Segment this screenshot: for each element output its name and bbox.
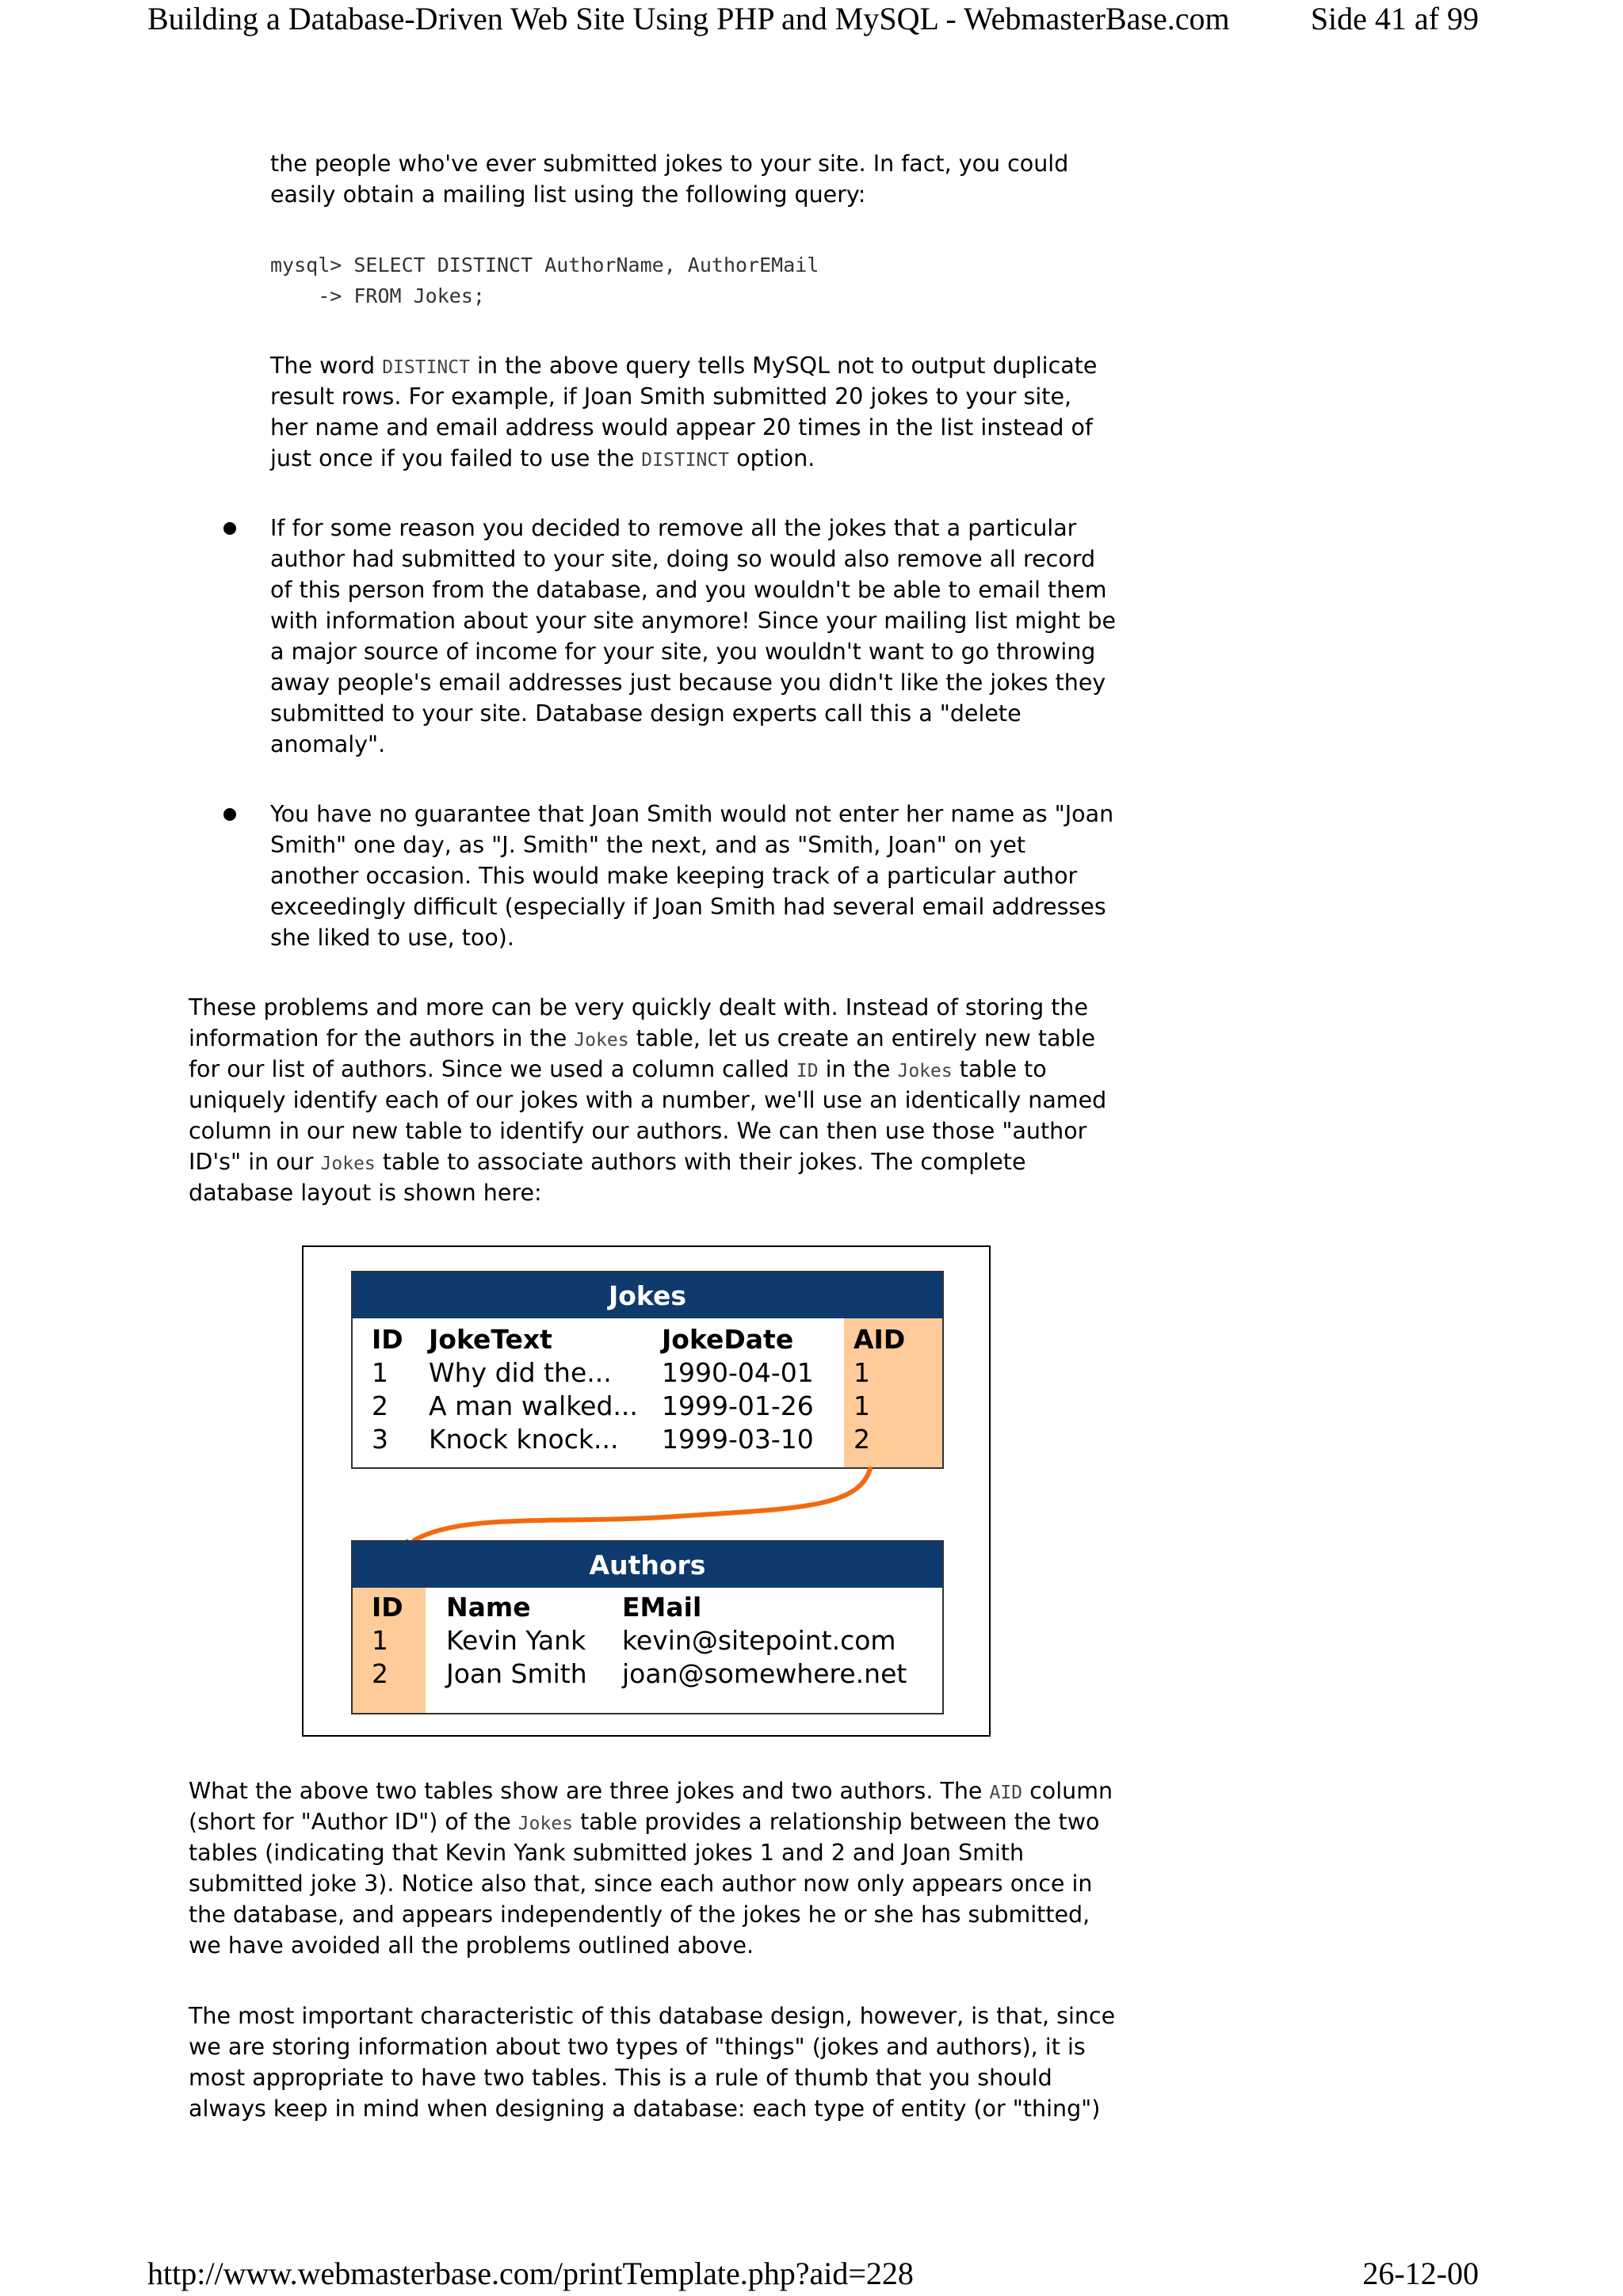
- bullet-dot: [223, 808, 236, 821]
- bullet-1-line: anomaly".: [270, 731, 386, 757]
- print-footer: [147, 2255, 1479, 2294]
- tables-para-line-5: the database, and appears independently of the jokes he or she has submitted,: [189, 1901, 1090, 1928]
- inline-code: DISTINCT: [382, 357, 470, 378]
- table-cell: 1: [854, 1357, 870, 1388]
- footer-url: http://www.webmasterbase.com/printTemplate.php?aid=228: [147, 2256, 914, 2291]
- bullet-2-line: another occasion. This would make keeping track of a particular author: [270, 863, 1078, 889]
- authors-table-title: Authors: [353, 1542, 942, 1588]
- bullet-1-line: with information about your site anymore! Since your mailing list might be: [270, 608, 1117, 634]
- table-cell: joan@somewhere.net: [622, 1658, 907, 1689]
- code-line-2: -> FROM Jokes;: [270, 284, 485, 307]
- tables-para-line-1: What the above two tables show are three jokes and two authors. The AID column: [189, 1778, 1113, 1804]
- problems-para-line-3: for our list of authors. Since we used a column called ID in the Jokes table to: [189, 1056, 1047, 1082]
- table-cell: Kevin Yank: [446, 1625, 586, 1656]
- column-header: ID: [372, 1324, 403, 1355]
- table-cell: 3: [372, 1424, 388, 1455]
- problems-para-line-2: information for the authors in the Jokes table, let us create an entirely new table: [189, 1025, 1096, 1051]
- column-header: Name: [446, 1592, 531, 1623]
- problems-para-line-6: ID's" in our Jokes table to associate authors with their jokes. The complete: [189, 1149, 1026, 1175]
- authors-table: [351, 1540, 944, 1714]
- page-number: Side 41 af 99: [1310, 1, 1479, 36]
- table-cell: Joan Smith: [446, 1658, 587, 1689]
- last-para-line: always keep in mind when designing a database: each type of entity (or "thing"): [189, 2096, 1101, 2122]
- bullet-1-line: of this person from the database, and you wouldn't be able to email them: [270, 577, 1107, 603]
- column-header: EMail: [622, 1592, 702, 1623]
- bullet-2-line: You have no guarantee that Joan Smith would not enter her name as "Joan: [270, 801, 1114, 827]
- table-cell: 2: [854, 1424, 870, 1455]
- table-cell: A man walked...: [429, 1390, 638, 1421]
- inline-code: ID: [796, 1061, 819, 1081]
- table-cell: 1999-03-10: [662, 1424, 814, 1455]
- inline-code: Jokes: [320, 1154, 376, 1174]
- tables-para-line-6: we have avoided all the problems outlined above.: [189, 1932, 754, 1958]
- inline-code: Jokes: [574, 1030, 629, 1051]
- page-title: Building a Database-Driven Web Site Using PHP and MySQL - WebmasterBase.com: [147, 1, 1230, 36]
- table-cell: 1999-01-26: [662, 1390, 814, 1421]
- bullet-2-line: she liked to use, too).: [270, 925, 514, 951]
- problems-para-line-5: column in our new table to identify our authors. We can then use those "author: [189, 1118, 1087, 1144]
- distinct-para-line-4: just once if you failed to use the DISTINCT option.: [270, 445, 815, 471]
- problems-para-line-1: These problems and more can be very quickly dealt with. Instead of storing the: [189, 994, 1088, 1020]
- inline-code: AID: [989, 1783, 1023, 1803]
- distinct-para-line-3: her name and email address would appear 20 times in the list instead of: [270, 414, 1093, 441]
- table-cell: Knock knock...: [429, 1424, 619, 1455]
- bullet-1-line: submitted to your site. Database design experts call this a "delete: [270, 700, 1022, 727]
- distinct-para-line-2: result rows. For example, if Joan Smith submitted 20 jokes to your site,: [270, 383, 1072, 410]
- distinct-para-line-1: The word DISTINCT in the above query tells MySQL not to output duplicate: [270, 353, 1098, 379]
- print-header: [147, 0, 1479, 40]
- column-header: ID: [372, 1592, 403, 1623]
- inline-code: DISTINCT: [641, 450, 730, 471]
- bullet-1-line: author had submitted to your site, doing so would also remove all record: [270, 546, 1096, 572]
- jokes-table-title: Jokes: [353, 1272, 942, 1318]
- bullet-1-line: away people's email addresses just because you didn't like the jokes they: [270, 669, 1106, 696]
- column-header: AID: [854, 1324, 906, 1355]
- table-cell: 1: [372, 1357, 388, 1388]
- bullet-1-line: a major source of income for your site, you wouldn't want to go throwing: [270, 639, 1096, 665]
- footer-date: 26-12-00: [1362, 2256, 1479, 2291]
- table-cell: Why did the...: [429, 1357, 612, 1388]
- problems-para-line-7: database layout is shown here:: [189, 1180, 542, 1206]
- last-para-line: most appropriate to have two tables. This is a rule of thumb that you should: [189, 2065, 1052, 2091]
- table-cell: 1: [372, 1625, 388, 1656]
- table-cell: kevin@sitepoint.com: [622, 1625, 896, 1656]
- last-para-line: The most important characteristic of this database design, however, is that, since: [189, 2003, 1116, 2029]
- table-cell: 2: [372, 1390, 388, 1421]
- intro-line-2: easily obtain a mailing list using the following query:: [270, 181, 866, 208]
- bullet-2-line: exceedingly difficult (especially if Joan Smith had several email addresses: [270, 894, 1106, 920]
- problems-para-line-4: uniquely identify each of our jokes with a number, we'll use an identically named: [189, 1087, 1107, 1113]
- intro-line-1: the people who've ever submitted jokes to your site. In fact, you could: [270, 151, 1069, 177]
- database-diagram: [302, 1245, 991, 1737]
- column-header: JokeDate: [662, 1324, 794, 1355]
- inline-code: Jokes: [897, 1061, 953, 1081]
- column-header: JokeText: [429, 1324, 552, 1355]
- last-para-line: we are storing information about two types of "things" (jokes and authors), it is: [189, 2034, 1086, 2060]
- code-line-1: mysql> SELECT DISTINCT AuthorName, AuthorEMail: [270, 254, 819, 277]
- inline-code: Jokes: [517, 1814, 574, 1834]
- tables-para-line-4: submitted joke 3). Notice also that, since each author now only appears once in: [189, 1871, 1093, 1897]
- tables-para-line-2: (short for "Author ID") of the Jokes table provides a relationship between the two: [189, 1809, 1100, 1835]
- bullet-1-line: If for some reason you decided to remove all the jokes that a particular: [270, 515, 1077, 541]
- table-cell: 1990-04-01: [662, 1357, 814, 1388]
- table-cell: 2: [372, 1658, 388, 1689]
- bullet-dot: [223, 522, 236, 535]
- table-cell: 1: [854, 1390, 870, 1421]
- bullet-2-line: Smith" one day, as "J. Smith" the next, and as "Smith, Joan" on yet: [270, 832, 1026, 858]
- tables-para-line-3: tables (indicating that Kevin Yank submitted jokes 1 and 2 and Joan Smith: [189, 1840, 1025, 1866]
